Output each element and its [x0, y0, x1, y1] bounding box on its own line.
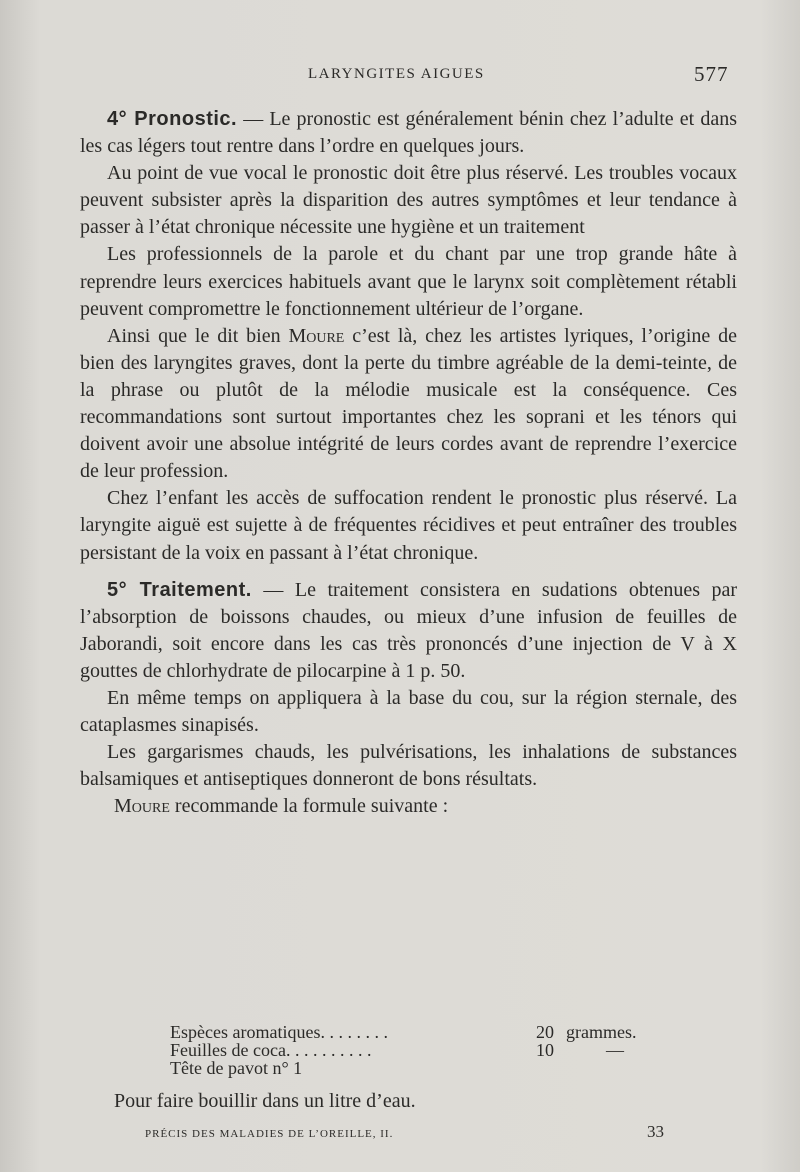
- running-title: LARYNGITES AIGUES: [308, 66, 485, 82]
- paragraph-text: — Le pronostic est généralement bénin chez l’adulte et dans les cas légers tout rentre dans l’ordre en quelques jours.: [80, 108, 737, 158]
- body-text: [80, 106, 737, 820]
- ingredient-unit: grammes.: [566, 1022, 637, 1042]
- final-instruction: Pour faire bouillir dans un litre d’eau.: [114, 1090, 416, 1112]
- paragraph: En même temps on appliquera à la base du cou, sur la région sternale, des cataplasmes sinapisés.: [80, 686, 737, 737]
- running-header: [0, 62, 800, 92]
- paragraph: [80, 106, 737, 160]
- paragraph-text: recommande la formule suivante :: [174, 795, 449, 818]
- paragraph-text: c’est là, chez les artistes lyriques, l’origine de bien des laryngites graves, dont la perte du timbre agréable de la demi-teinte, de la phrase ou plutôt de la mélodie musicale est la conséquence. Ces recommandations sont surtout importantes chez les soprani et les ténors qui doivent avoir une absolue intégrité de leurs cordes avant de reprendre l’exercice de leur profession.: [80, 324, 738, 483]
- paragraph: [80, 577, 737, 685]
- formula-row: [170, 1059, 690, 1077]
- page-footer: [0, 1122, 800, 1146]
- paragraph: Chez l’enfant les accès de suffocation rendent le pronostic plus réservé. La laryngite aiguë est sujette à de fréquentes récidives et peut entraîner des troubles persistant de la voix en passant à l’état chronique.: [80, 487, 737, 564]
- prescription-formula: [170, 1023, 690, 1077]
- paragraph-text: Ainsi que le dit bien: [107, 324, 281, 347]
- paragraph: Les professionnels de la parole et du chant par une trop grande hâte à reprendre leurs exercices habituels avant que le larynx soit complètement rétabli peuvent compromettre le fonctionnement ultérieur de l’organe.: [80, 243, 737, 320]
- ingredient-quantity: 20: [536, 1022, 554, 1042]
- author-name: Moure: [114, 795, 170, 818]
- paragraph: Les gargarismes chauds, les pulvérisations, les inhalations de substances balsamiques et antiseptiques donneront de bons résultats.: [80, 741, 737, 791]
- author-name: Moure: [288, 324, 345, 347]
- book-title: PRÉCIS DES MALADIES DE L’OREILLE, II.: [145, 1128, 394, 1140]
- formula-row: [170, 1023, 690, 1041]
- ingredient-name: Feuilles de coca. . . . . . . . . .: [170, 1040, 372, 1060]
- paragraph-text: — Le traitement consistera en sudations obtenues par l’absorption de boissons chaudes, ou mieux d’une infusion de feuilles de Jaborandi, soit encore dans les cas très prononcés d’une injection de V à X gouttes de chlorhydrate de pilocarpine à 1 p. 50.: [80, 578, 738, 682]
- ingredient-name: Espèces aromatiques. . . . . . . .: [170, 1022, 388, 1042]
- ingredient-name: Tête de pavot n° 1: [170, 1058, 303, 1078]
- ingredient-quantity: 10: [536, 1040, 554, 1060]
- formula-row: [170, 1041, 690, 1059]
- page-number: 577: [694, 62, 729, 86]
- section-heading: 4° Pronostic.: [107, 108, 238, 130]
- paragraph: [80, 323, 737, 486]
- section-heading: 5° Traitement.: [107, 578, 252, 601]
- signature-mark: 33: [647, 1122, 664, 1141]
- paragraph: Au point de vue vocal le pronostic doit être plus réservé. Les troubles vocaux peuvent subsister après la disparition des autres symptômes et leur tendance à passer à l’état chronique nécessite une hygiène et un traitement: [80, 162, 737, 239]
- paragraph: [80, 793, 737, 820]
- ingredient-unit: —: [606, 1040, 624, 1060]
